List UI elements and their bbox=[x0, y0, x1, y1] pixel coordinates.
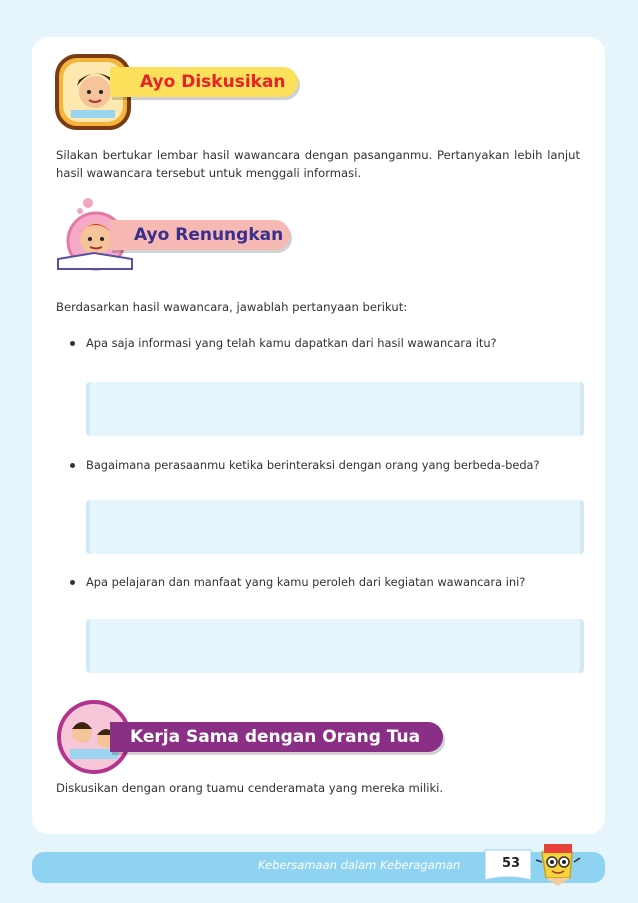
kerja-sama-banner bbox=[110, 722, 443, 752]
renungkan-intro: Berdasarkan hasil wawancara, jawablah pertanyaan berikut: bbox=[56, 300, 408, 314]
diskusikan-banner bbox=[110, 67, 298, 97]
diskusikan-title: Ayo Diskusikan bbox=[140, 72, 286, 92]
renungkan-title: Ayo Renungkan bbox=[134, 225, 284, 245]
book-title: Kebersamaan dalam Keberagaman bbox=[258, 858, 461, 872]
answer-box-1[interactable] bbox=[86, 382, 584, 436]
page-number: 53 bbox=[501, 856, 521, 871]
answer-box-3[interactable] bbox=[86, 619, 584, 673]
diskusikan-text: Silakan bertukar lembar hasil wawancara dengan pasanganmu. Pertanyakan lebih lanjut hasil wawancara tersebut untuk menggali informasi. bbox=[56, 148, 580, 180]
question-2: Bagaimana perasaanmu ketika berinteraksi dengan orang yang berbeda-beda? bbox=[70, 457, 570, 473]
answer-box-2[interactable] bbox=[86, 500, 584, 554]
question-1: Apa saja informasi yang telah kamu dapatkan dari hasil wawancara itu? bbox=[70, 335, 570, 351]
renungkan-banner bbox=[110, 220, 290, 250]
pencil-mascot-icon bbox=[532, 832, 584, 886]
kerja-sama-title: Kerja Sama dengan Orang Tua bbox=[130, 727, 421, 747]
question-3: Apa pelajaran dan manfaat yang kamu peroleh dari kegiatan wawancara ini? bbox=[70, 574, 570, 590]
kerja-sama-text: Diskusikan dengan orang tuamu cenderamata yang mereka miliki. bbox=[56, 781, 444, 795]
